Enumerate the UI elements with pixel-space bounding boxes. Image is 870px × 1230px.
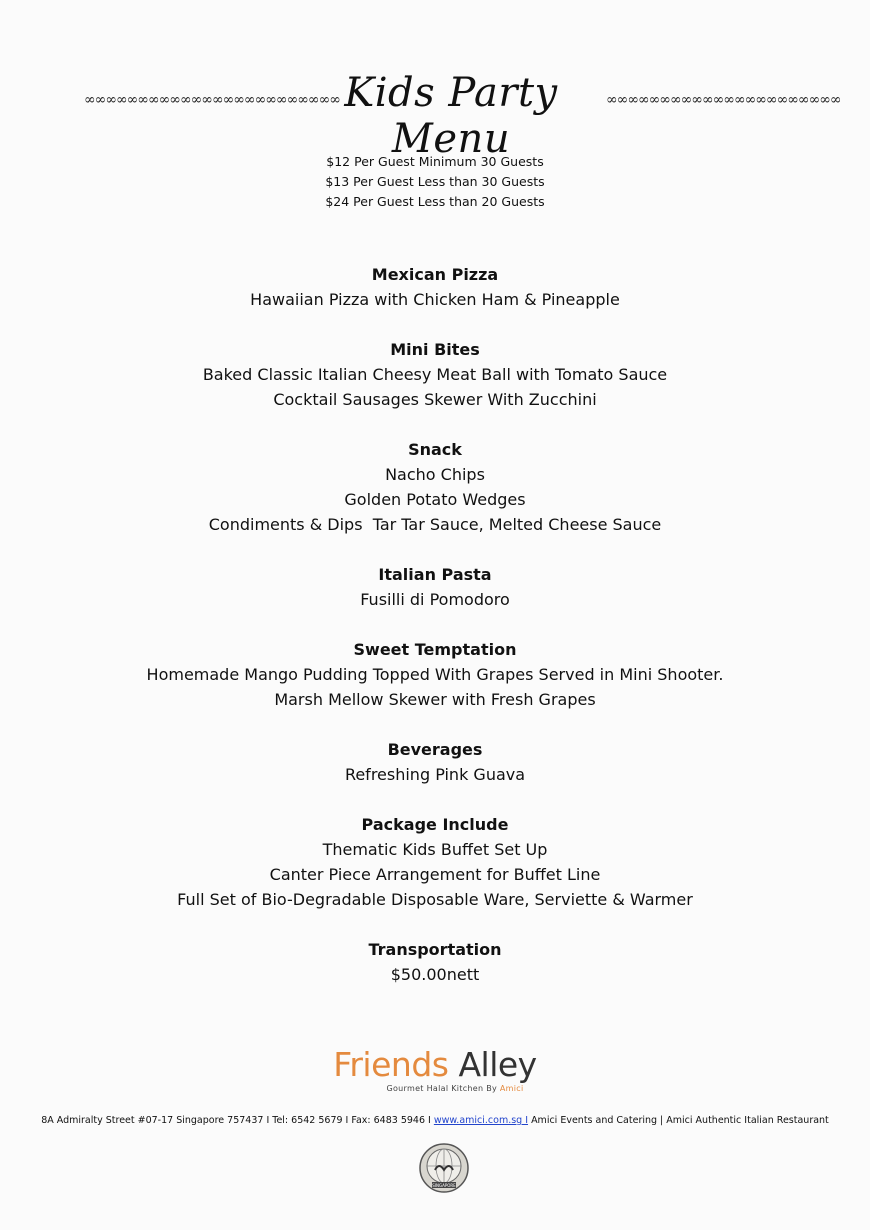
flourish-left: ∞∞∞∞∞∞∞∞∞∞∞∞∞∞∞∞∞∞∞∞∞∞∞∞ <box>84 92 340 108</box>
menu-section-italian-pasta <box>0 562 870 612</box>
menu-item: Thematic Kids Buffet Set Up <box>322 840 548 859</box>
menu-section-mexican-pizza <box>0 262 870 312</box>
section-title: Mexican Pizza <box>371 265 499 284</box>
menu-item: Nacho Chips <box>385 465 485 484</box>
section-title: Italian Pasta <box>378 565 492 584</box>
menu-section-transportation <box>0 937 870 987</box>
brand-logo <box>0 1046 870 1093</box>
logo-name <box>0 1046 870 1084</box>
menu-list <box>0 262 870 1012</box>
menu-item: Refreshing Pink Guava <box>344 765 526 784</box>
section-title: Beverages <box>387 740 483 759</box>
section-title: Transportation <box>368 940 502 959</box>
pricing-line: $12 Per Guest Minimum 30 Guests <box>326 154 544 169</box>
menu-item: Cocktail Sausages Skewer With Zucchini <box>273 390 597 409</box>
logo-tagline <box>40 1084 870 1093</box>
logo-tagline-brand: Amici <box>499 1084 524 1093</box>
menu-section-snack <box>0 437 870 537</box>
footer-contact <box>0 1115 870 1126</box>
footer-address: 8A Admiralty Street #07-17 Singapore 757437 I Tel: 6542 5679 I Fax: 6483 5946 I <box>41 1115 431 1126</box>
menu-item: $50.00nett <box>390 965 480 984</box>
menu-section-mini-bites <box>0 337 870 412</box>
halal-seal-text: SINGAPORE <box>432 1183 456 1188</box>
menu-section-beverages <box>0 737 870 787</box>
flourish-right: ∞∞∞∞∞∞∞∞∞∞∞∞∞∞∞∞∞∞∞∞∞∞ <box>606 92 841 108</box>
pricing-line: $24 Per Guest Less than 20 Guests <box>325 194 545 209</box>
website-link[interactable]: www.amici.com.sg I <box>433 1115 529 1126</box>
halal-seal-graphic <box>419 1143 469 1193</box>
menu-item: Canter Piece Arrangement for Buffet Line <box>269 865 601 884</box>
halal-certification-seal-icon <box>419 1143 469 1193</box>
section-title: Snack <box>408 440 462 459</box>
menu-item: Marsh Mellow Skewer with Fresh Grapes <box>274 690 596 709</box>
menu-item: Condiments & Dips Tar Tar Sauce, Melted Cheese Sauce <box>208 515 662 534</box>
menu-item: Homemade Mango Pudding Topped With Grapes Served in Mini Shooter. <box>146 665 724 684</box>
menu-item: Fusilli di Pomodoro <box>360 590 510 609</box>
pricing-block <box>0 152 870 212</box>
page-title: Kids Party Menu <box>344 70 558 162</box>
menu-item: Full Set of Bio-Degradable Disposable Ware, Serviette & Warmer <box>177 890 693 909</box>
section-title: Sweet Temptation <box>353 640 517 659</box>
logo-tagline-text: Gourmet Halal Kitchen By <box>386 1084 498 1093</box>
menu-item: Baked Classic Italian Cheesy Meat Ball with Tomato Sauce <box>202 365 668 384</box>
menu-section-sweet-temptation <box>0 637 870 712</box>
pricing-line: $13 Per Guest Less than 30 Guests <box>325 174 545 189</box>
menu-section-package-include <box>0 812 870 912</box>
logo-name-part2: Alley <box>458 1045 537 1084</box>
section-title: Package Include <box>361 815 509 834</box>
logo-name-part1: Friends <box>333 1045 449 1084</box>
footer-extra: Amici Events and Catering | Amici Authentic Italian Restaurant <box>531 1115 829 1126</box>
menu-item: Hawaiian Pizza with Chicken Ham & Pineapple <box>250 290 620 309</box>
section-title: Mini Bites <box>390 340 480 359</box>
menu-item: Golden Potato Wedges <box>344 490 526 509</box>
